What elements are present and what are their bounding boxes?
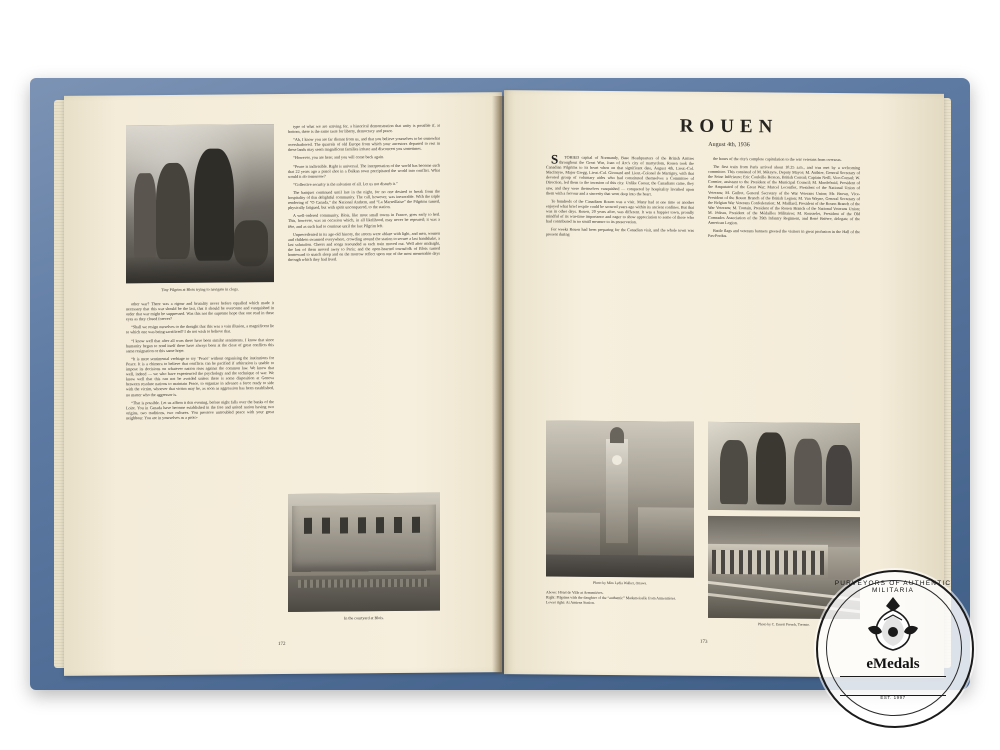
right-page-column-2 [708, 156, 860, 243]
right-page-folio: 173 [700, 639, 708, 645]
paragraph: To hundreds of the Canadians Rouen was a visit. Many had at one time or another enjoyed what brief respite could be secured years ago within its ancient confines. But that was in other days. Rouen, 20 years after, was different. It was a happier town, proudly mindful of its war-time importance and eager to show appreciation to some of those who had contributed in no small measure to its preservation. [546, 198, 694, 225]
paragraph: “Peace is indivisible. Right is universal. The interpretation of the world has become such that 22 years ago a pistol shot in a Balkan town precipitated the world into conflict. What would it do tomorrow? [288, 162, 440, 179]
left-bottom-photo-caption: In the courtyard at Blois. [344, 615, 384, 621]
right-photo-captions [546, 590, 696, 606]
paragraph: type of what we are striving for, a historical demonstration that unity is possible if, at bottom, there is the same taste for liberty, democracy and peace. [288, 122, 440, 135]
paragraph: other war? There was a rigour and brutality never before equalled which made it necessary that this war should be the last, that it should be overcome and vanquished in order that war might be suppressed. Was this not the supreme hope that one read in these eyes as they closed forever? [126, 300, 274, 322]
paragraph: “It is mere sentimental verbiage to cry ‘Peace’ without organising the institutions for Peace. It is a chimera to believe that conflicts can be pacified if arbitration is unable to impose its decisions on whatever nation rises against the common law. We know that well, indeed — we who have experienced the psychology and the technique of war. We know well that this can not be avoided unless there is some disposition at Geneva between resolute nations to maintain Peace, to organize in advance a force ready to side with the victim, whoever that victim may be, as soon as aggression has been established, no matter who the aggressor is. [126, 354, 274, 397]
page-title: ROUEN [679, 115, 779, 138]
crest-icon [862, 594, 924, 652]
photo-credit-left: Photo by Miss Lydia Walker, Ottawa. [593, 580, 647, 586]
left-page-column-1 [126, 300, 274, 423]
watermark-ribbon [840, 676, 946, 696]
paragraph: Battle flags and veterans banners greeted the visitors in great profusion in the Hall of the Pas-Perdus. [708, 228, 860, 239]
caption-above: Above: Hôtel de Ville at Armentières. [546, 590, 604, 595]
page-date: August 4th, 1936 [708, 141, 750, 149]
paragraph: the hours of the city's complete capitulation to the war veterans from overseas. [713, 155, 842, 163]
left-page [64, 92, 502, 676]
paragraph: The banquet continued until late in the night, for no one desired to break from the hospitality of this delightful community. The call, however, was inexorable. With the triple rendering of “O Canada,” the National Anthem, and “La Marseillaise” the Pilgrims turned, physically fatigued, but with spirit unconquered, to the station. [288, 188, 440, 211]
paragraph: “Collective security is the salvation of all. Let us not disturb it.” [293, 180, 398, 187]
paragraph: Unprecedented in its age-old history, the streets were ablaze with light, and men, women and children swarmed everywhere, crowding around the station to secure a last handshake, a last salutation. Cheers and songs resounded as each train moved out. Well after midnight, the last of them moved away to Paris; and the open-hearted townsfolk of Blois turned homeward to snatch sleep and on the morrow reflect upon one of the most memorable days through which they had lived. [288, 230, 440, 263]
paragraph: “Ah, I know you are far distant from us, and that you believe yourselves to be somewhat overshadowed. The quarrels of old Europe from which your ancestors departed to rest in these lands may seem magnificent families irritate and disconcert you sometimes. [288, 135, 440, 153]
caption-right: Right: Pilgrims with the daughter of the “authentic” Mademoiselle from Armentières. [546, 595, 677, 601]
left-photo-caption: Tiny Pilgrim at Blois trying to navigate in clogs. [161, 286, 239, 293]
left-page-column-2 [288, 123, 440, 265]
paragraph: For weeks Rouen had been preparing for the Canadian visit, and the whole town was present during [546, 226, 694, 237]
paragraph-dropcap: S TORIED capital of Normandy, Base Headquarters of the British Armies throughout the Great War, Joan of Arc's city of martyrdom, Rouen took the Canadian Pilgrims to its heart when on that significant date, August 4th, Lieut.-Col. MacIntyre, Major Gregg, Lieut.-Col. Girouard and Lieut.-Colonel de Martigny, with that devoted group of voluntary aides who had constituted themselves a Committee of Direction, led them to the invasion of this city. Unlike Caesar, the Canadians came, they saw, and they were themselves vanquished — conquered by hospitality lavished upon them with a fervour and a sincerity that went deep into the heart. [546, 151, 694, 197]
paragraph: A well-ordered community, Blois, like most small towns in France, goes early to bed. This, however, was an occasion which, in all likelihood, may never be repeated; it was a fête, and as such had to continue until the last Pilgrim left. [288, 211, 440, 229]
caption-lower-right: Lower right: At Amiens Station. [546, 600, 595, 605]
paragraph: The first train from Paris arrived about 10.25 a.m., and was met by a welcoming committee. This consisted of M. Métayre, Deputy Mayor; M. Authier, General Secretary of the Seine Inférieure; Eric Couleille Boxton, British Consul; Captain Neill, Vice-Consul; W. Cormier, assistant to the President of the Municipal Council; M. Mordefroid, President of the Amputated of the Great War; Marcel Leconflet, President of the National Union of Veterans; M. Guilret, General Secretary of the War Veterans Union; Mr. Brown, Vice-President of the Rouen Branch of the British Legion; M. Van Wayne, General Secretary of the Belgian War Veterans Confederation; M. Maillard, President of the Rouen Branch of the War Veterans; M. Toutain, President of the Rouen Branch of the National Veterans Union; M. Jédeau, President of the Médailles Militaires; M. Rousselet, President of the Old Comrades Association of the 39th Infantry Regiment, and René Brièrre, delegate of the American Legion. [708, 163, 860, 226]
photo-credit-right: Photo by C. Ernest French, Toronto. [758, 622, 810, 627]
paragraph: “I know well that after all wars there have been similar sentiments. I know that since humanity began to rend itself there have always been at the close of great conflicts this same resignation or this same hope. [126, 336, 274, 354]
watermark-top-text: PURVEYORS OF AUTHENTIC MILITARIA [834, 580, 952, 594]
photo-pilgrim-in-clogs [126, 124, 274, 283]
paragraph: “However, you are here; and you will come back again. [293, 154, 385, 161]
watermark-brand: eMedals [866, 656, 920, 672]
photo-pilgrims-with-daughter [708, 422, 860, 511]
paragraph: “That is possible. Let us affirm it this evening, before night falls over the banks of the Loire. You in Canada have become established in the free and united nation having two origins, two traditions, two cultures. You preserve untroubled peace with your great neighbour. You are in yourselves as a proto- [126, 398, 274, 421]
right-page-column-1 [546, 151, 694, 241]
watermark-logo [810, 564, 978, 732]
paragraph: “Shall we resign ourselves to the thought that this was a vain illusion, a magnificent lie to which one was being sacrificed? I do not wish to believe that. [126, 323, 274, 335]
photo-courtyard-at-blois [288, 493, 440, 612]
photo-hotel-de-ville-armentieres [546, 420, 694, 577]
watermark-established: EST. 1997 [880, 695, 906, 700]
left-page-folio: 172 [278, 641, 286, 648]
